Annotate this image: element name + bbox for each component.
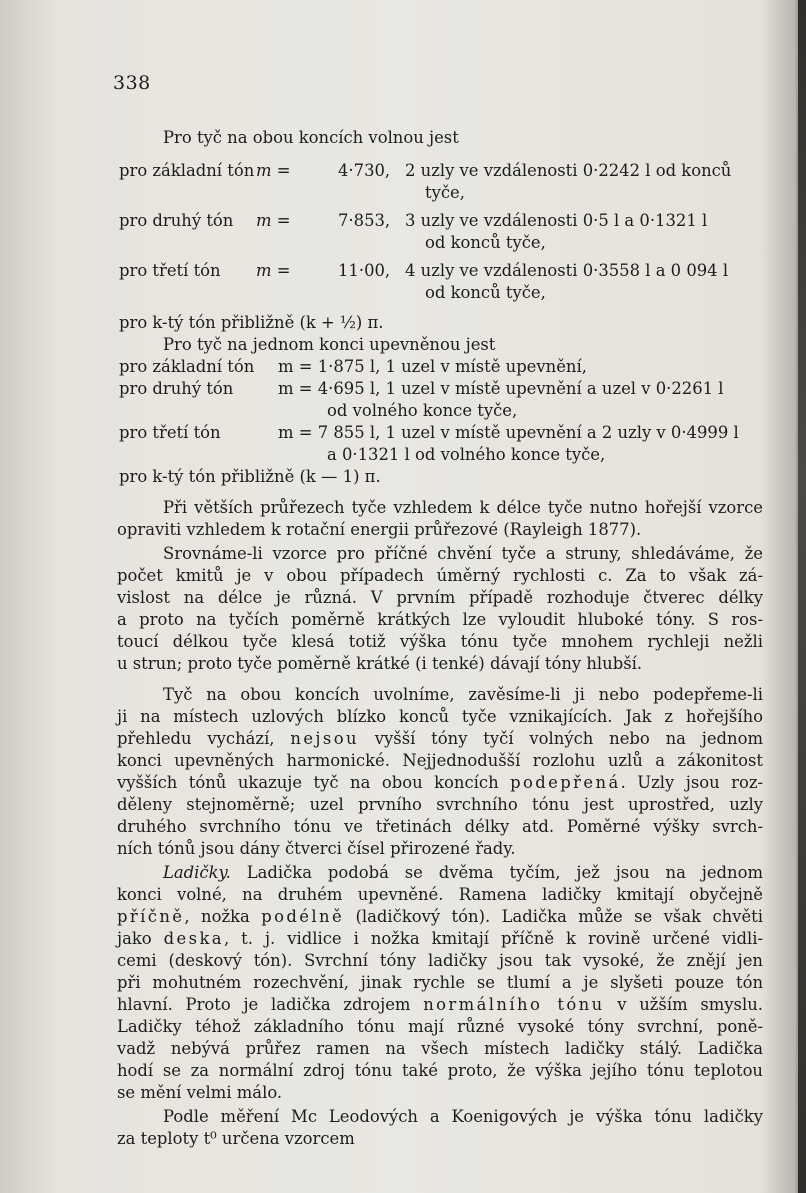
paragraph-4-line: konci volné, na druhém upevněné. Ramena ladičky kmitají obyčejně xyxy=(117,885,763,904)
fixed-row-2-text-cont: od volného konce tyče, xyxy=(327,401,518,420)
paragraph-2-line: u strun; proto tyče poměrně krátké (i tenké) dávají tóny hlubší. xyxy=(117,654,643,673)
paragraph-4-line: jako deska, t. j. vidlice i nožka kmitají příčně k rovině určené vidli- xyxy=(117,929,763,948)
free-row-3-value: 11·00, xyxy=(338,261,391,280)
paragraph-4-line: hodí se za normální zdroj tónu také proto, že výška jejího tónu teplotou xyxy=(117,1061,763,1080)
fixed-row-1-text: m = 1·875 l, 1 uzel v místě upevnění, xyxy=(278,357,587,376)
paragraph-1-line: Při větších průřezech tyče vzhledem k délce tyče nutno hořejší vzorce xyxy=(163,498,763,517)
free-row-1-label: pro základní tón xyxy=(119,161,255,180)
fixed-rod-heading: Pro tyč na jednom konci upevněnou jest xyxy=(163,335,496,354)
paragraph-3-line: děleny stejnoměrně; uzel prvního svrchního tónu jest uprostřed, uzly xyxy=(117,795,763,814)
fixed-row-3-text: m = 7 855 l, 1 uzel v místě upevnění a 2 uzly v 0·4999 l xyxy=(278,423,739,442)
free-row-3-desc-cont: od konců tyče, xyxy=(425,283,546,302)
paragraph-4-line: při mohutném rozechvění, jinak rychle se tlumí a je slyšeti pouze tón xyxy=(117,973,763,992)
paragraph-3-line: ních tónů jsou dány čtverci čísel přirozené řady. xyxy=(117,839,516,858)
paragraph-3-line: konci upevněných harmonické. Nejjednodušší rozlohu uzlů a zákonitost xyxy=(117,751,763,770)
paragraph-3-line: Tyč na obou koncích uvolníme, zavěsíme-li ji nebo podepřeme-li xyxy=(163,685,763,704)
free-row-1-desc: 2 uzly ve vzdálenosti 0·2242 l od konců xyxy=(405,161,732,180)
paragraph-2-line: počet kmitů je v obou případech úměrný rychlosti c. Za to však zá- xyxy=(117,566,763,585)
fixed-rod-kth-tone: pro k-tý tón přibližně (k — 1) π. xyxy=(119,467,381,486)
free-row-2-value: 7·853, xyxy=(338,211,391,230)
fixed-row-2-text: m = 4·695 l, 1 uzel v místě upevnění a uzel v 0·2261 l xyxy=(278,379,724,398)
free-row-1-desc-cont: tyče, xyxy=(425,183,465,202)
paragraph-2-line: Srovnáme-li vzorce pro příčné chvění tyče a struny, shledáváme, že xyxy=(163,544,763,563)
paragraph-4-line: hlavní. Proto je ladička zdrojem normálního tónu v užším smyslu. xyxy=(117,995,763,1014)
free-row-3-desc: 4 uzly ve vzdálenosti 0·3558 l a 0 094 l xyxy=(405,261,729,280)
paragraph-5-line: za teploty t⁰ určena vzorcem xyxy=(117,1129,355,1148)
page-number: 338 xyxy=(113,72,151,94)
fixed-row-2-label: pro druhý tón xyxy=(119,379,234,398)
free-rod-kth-tone: pro k-tý tón přibližně (k + ½) π. xyxy=(119,313,384,332)
paragraph-4-line: Ladičky. Ladička podobá se dvěma tyčím, jež jsou na jednom xyxy=(163,863,763,882)
free-row-2-eq: m = xyxy=(256,211,291,230)
paragraph-3-line: ji na místech uzlových blízko konců tyče vznikajících. Jak z hořejšího xyxy=(117,707,763,726)
free-row-3-eq: m = xyxy=(256,261,291,280)
free-row-1-eq: m = xyxy=(256,161,291,180)
paragraph-4-line: příčně, nožka podélně (ladičkový tón). Ladička může se však chvěti xyxy=(117,907,763,926)
paragraph-4-line: vadž nebývá průřez ramen na všech místech ladičky stálý. Ladička xyxy=(117,1039,763,1058)
paragraph-4-line: Ladičky téhož základního tónu mají různé vysoké tóny svrchní, poně- xyxy=(117,1017,763,1036)
fixed-row-1-label: pro základní tón xyxy=(119,357,255,376)
paragraph-3-line: vyšších tónů ukazuje tyč na obou koncích podepřená. Uzly jsou roz- xyxy=(117,773,764,792)
paragraph-1-line: opraviti vzhledem k rotační energii průřezové (Rayleigh 1877). xyxy=(117,520,642,539)
free-row-3-label: pro třetí tón xyxy=(119,261,221,280)
paragraph-2-line: vislost na délce je různá. V prvním případě rozhoduje čtverec délky xyxy=(117,588,763,607)
free-row-1-value: 4·730, xyxy=(338,161,391,180)
paragraph-4-line: cemi (deskový tón). Svrchní tóny ladičky jsou tak vysoké, že znějí jen xyxy=(117,951,763,970)
paragraph-3-line: druhého svrchního tónu ve třetinách délky atd. Poměrné výšky svrch- xyxy=(117,817,763,836)
paragraph-2-line: toucí délkou tyče klesá totiž výška tónu tyče mnohem rychleji nežli xyxy=(117,632,763,651)
free-row-2-desc: 3 uzly ve vzdálenosti 0·5 l a 0·1321 l xyxy=(405,211,708,230)
paragraph-3-line: přehledu vychází, nejsou vyšší tóny tyčí volných nebo na jednom xyxy=(117,729,763,748)
paragraph-4-line: se mění velmi málo. xyxy=(117,1083,283,1102)
paragraph-2-line: a proto na tyčích poměrně krátkých lze vyloudit hluboké tóny. S ros- xyxy=(117,610,763,629)
free-row-2-label: pro druhý tón xyxy=(119,211,234,230)
page-edge-shadow xyxy=(798,0,806,1193)
fixed-row-3-text-cont: a 0·1321 l od volného konce tyče, xyxy=(327,445,606,464)
paragraph-5-line: Podle měření Mc Leodových a Koenigových je výška tónu ladičky xyxy=(163,1107,763,1126)
free-rod-heading: Pro tyč na obou koncích volnou jest xyxy=(163,128,459,147)
free-row-2-desc-cont: od konců tyče, xyxy=(425,233,546,252)
fixed-row-3-label: pro třetí tón xyxy=(119,423,221,442)
